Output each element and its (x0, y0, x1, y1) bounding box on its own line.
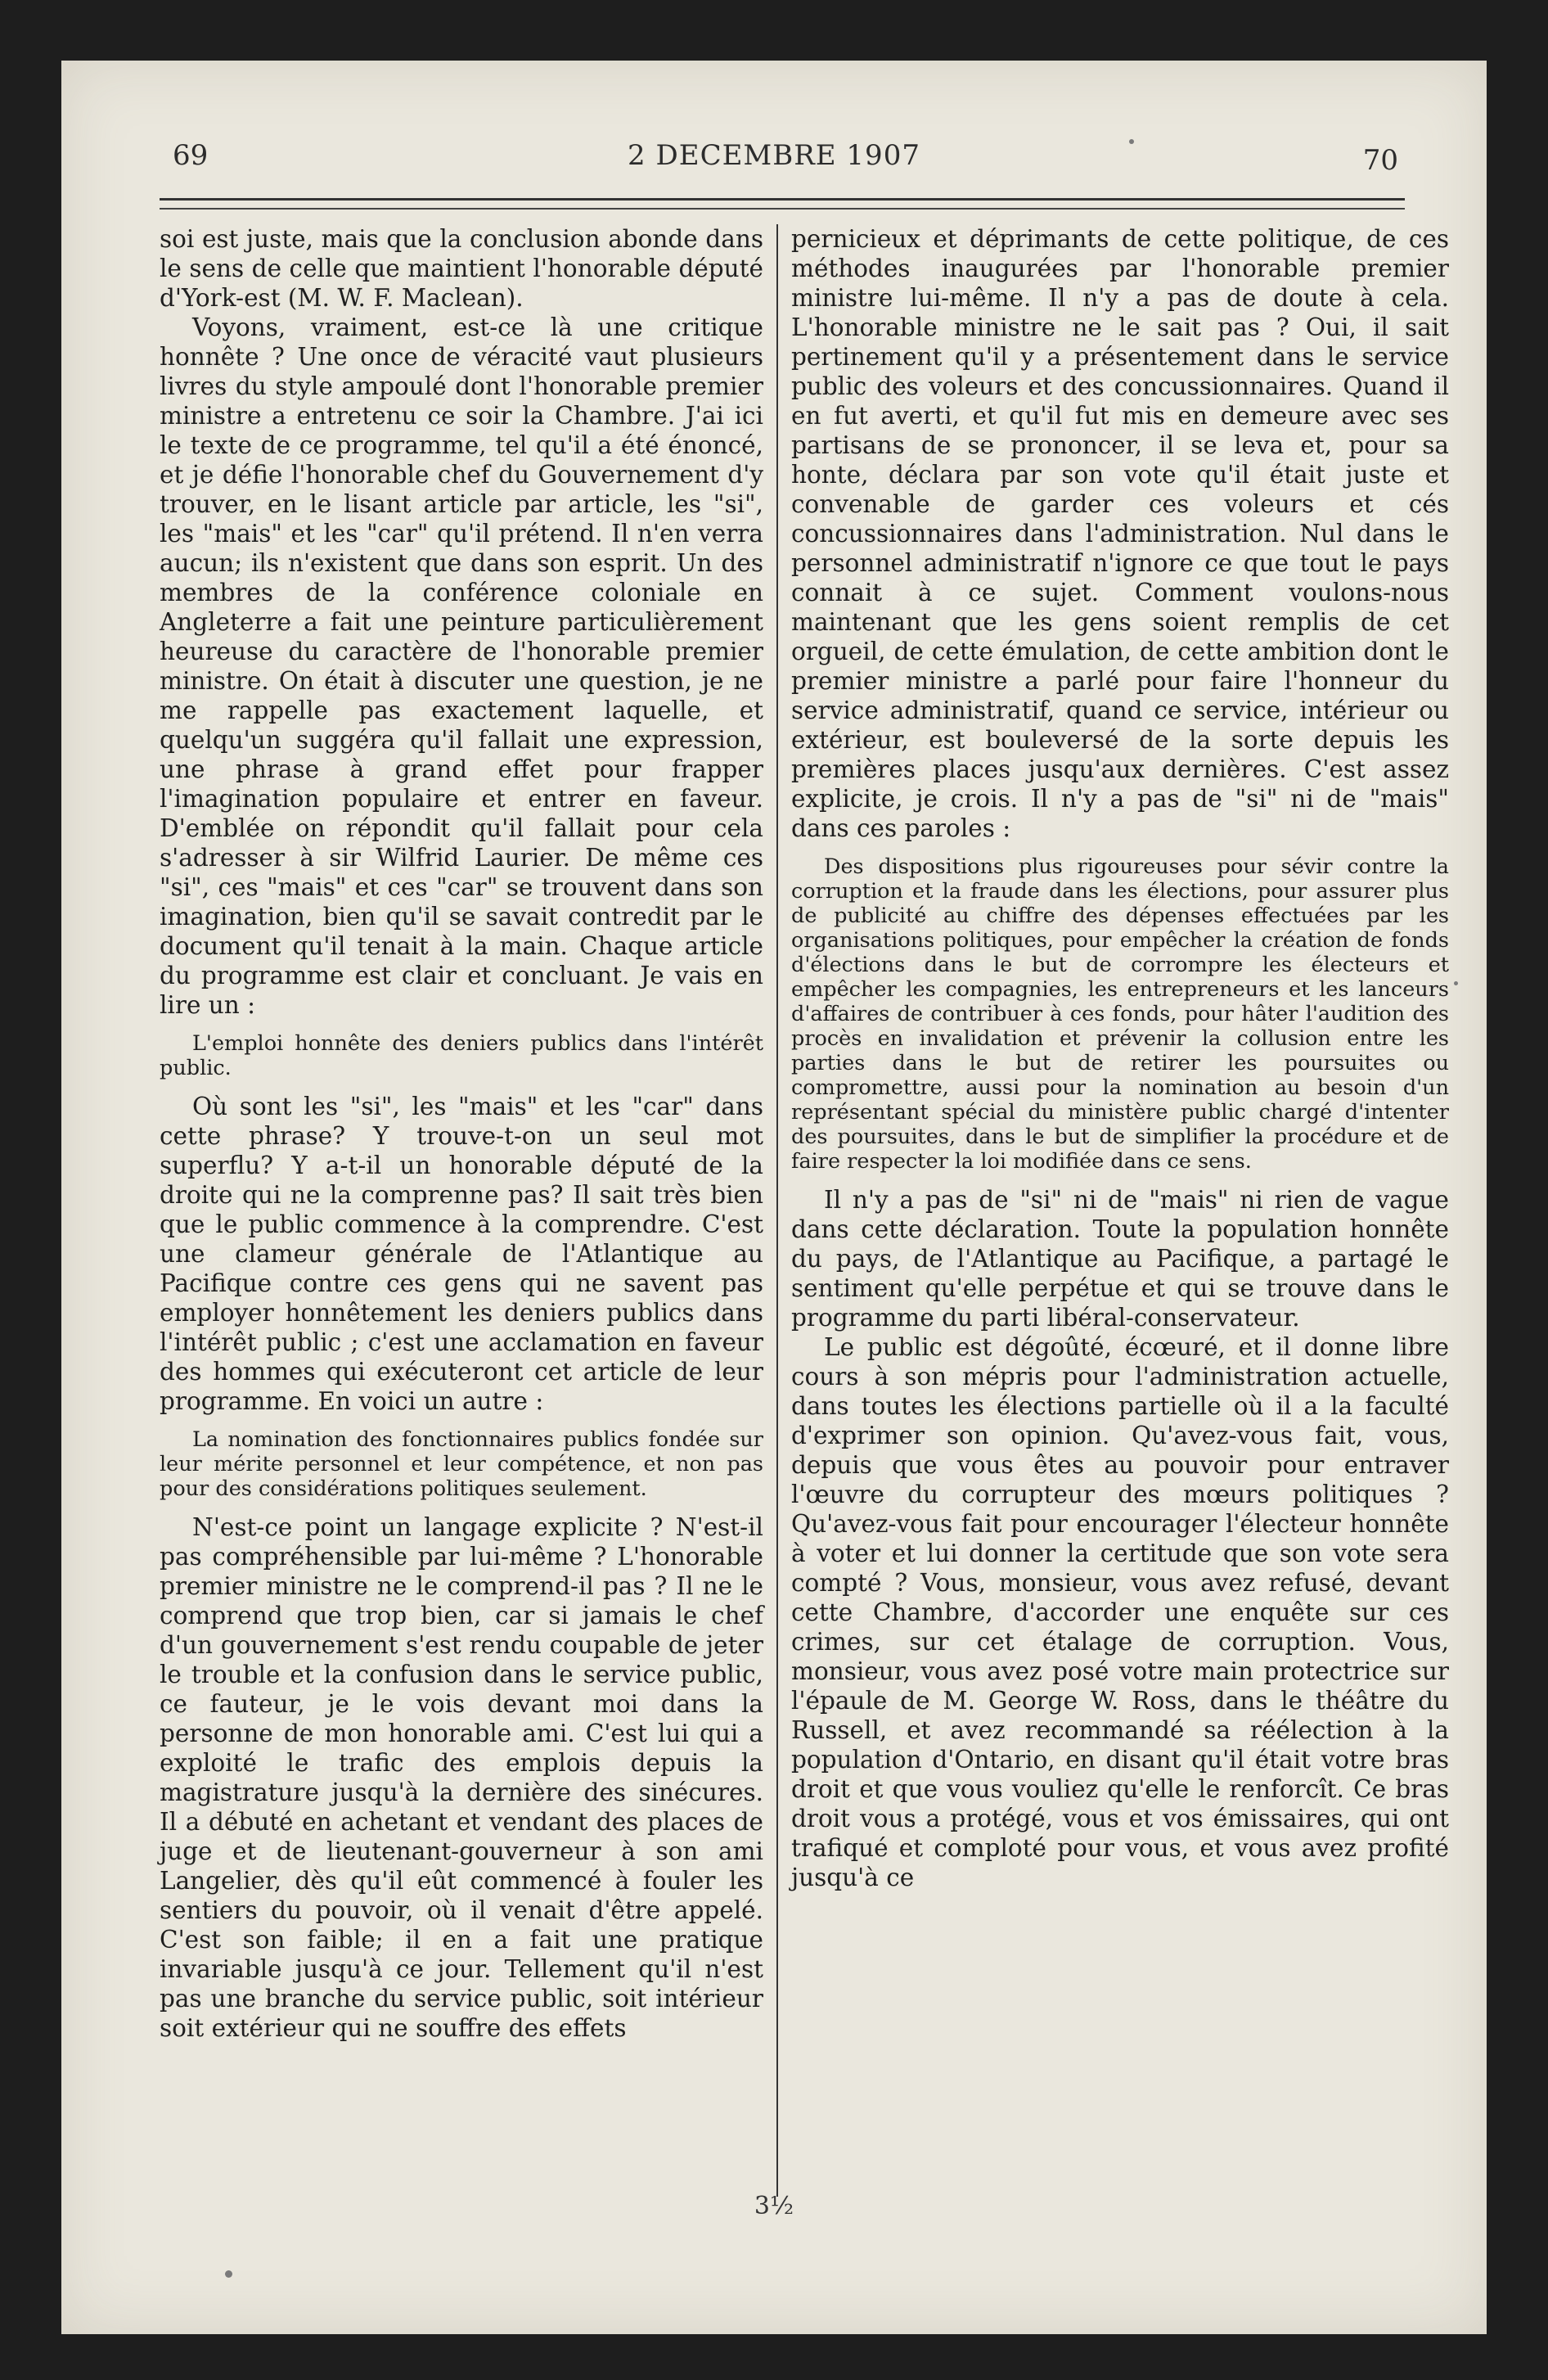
signature-mark: 3½ (754, 2192, 794, 2220)
left-paragraph-2: Voyons, vraiment, est-ce là une critique honnête ? Une once de véracité vaut plusieurs livres du style ampoulé dont l'honorable premier ministre a entretenu ce soir la Chambre. J'ai ici le texte de ce programme, tel qu'il a été énoncé, et je défie l'honorable chef du Gouvernement d'y trouver, en le lisant article par article, les "si", les "mais" et les "car" qu'il prétend. Il n'en verra aucun; ils n'existent que dans son esprit. Un des membres de la conférence coloniale en Angleterre a fait une peinture particulièrement heureuse du caractère de l'honorable premier ministre. On était à discuter une question, je ne me rappelle pas exactement laquelle, et quelqu'un suggéra qu'il fallait une expression, une phrase à grand effet pour frapper l'imagination populaire et entrer en faveur. D'emblée on répondit qu'il fallait pour cela s'adresser à sir Wilfrid Laurier. De même ces "si", ces "mais" et ces "car" se trouvent dans son imagination, bien qu'il se savait contredit par le document qu'il tenait à la main. Chaque article du programme est clair et concluant. Je vais en lire un : (160, 313, 763, 1019)
right-quote-1: Des dispositions plus rigoureuses pour sévir contre la corruption et la fraude dans les élections, pour assurer plus de publicité au chiffre des dépenses effectuées par les organisations politiques, pour empêcher la création de fonds d'élections dans le but de corrompre les électeurs et empêcher les compagnies, les entrepreneurs et les lanceurs d'affaires de contribuer à ces fonds, pour hâter l'audition des procès en invalidation et prévenir la collusion entre les parties dans le but de retirer les poursuites ou compromettre, aussi pour la nomination au besoin d'un représentant spécial du ministère public chargé d'intenter des poursuites, dans le but de simplifier la procédure et de faire respecter la loi modifiée dans ce sens. (791, 854, 1449, 1174)
right-column (791, 224, 1449, 1892)
running-header (61, 139, 1487, 188)
right-paragraph-3: Le public est dégoûté, écœuré, et il donne libre cours à son mépris pour l'administration actuelle, dans toutes les élections partielle où il a la faculté d'exprimer son opinion. Qu'avez-vous fait, vous, depuis que vous êtes au pouvoir pour entraver l'œuvre du corrupteur des mœurs politiques ? Qu'avez-vous fait pour encourager l'électeur honnête à voter et lui donner la certitude que son vote sera compté ? Vous, monsieur, vous avez refusé, devant cette Chambre, d'accorder une enquête sur ces crimes, sur cet étalage de corruption. Vous, monsieur, vous avez posé votre main protectrice sur l'épaule de M. George W. Ross, dans le théâtre du Russell, et avez recommandé sa réélection à la population d'Ontario, en disant qu'il était votre bras droit et que vous vouliez qu'elle le renforcît. Ce bras droit vous a protégé, vous et vos émissaires, qui ont trafiqué et comploté pour vous, et vous avez profité jusqu'à ce (791, 1333, 1449, 1891)
left-quote-2: La nomination des fonctionnaires publics fondée sur leur mérite personnel et leur compétence, et non pas pour des considérations politiques seulement. (160, 1427, 763, 1501)
right-paragraph-1: pernicieux et déprimants de cette politique, de ces méthodes inaugurées par l'honorable premier ministre lui-même. Il n'y a pas de doute à cela. L'honorable ministre ne le sait pas ? Oui, il sait pertinement qu'il y a présentement dans le service public des voleurs et des concussionnaires. Quand il en fut averti, et qu'il fut mis en demeure avec ses partisans de se prononcer, il se leva et, pour sa honte, déclara par son vote qu'il était juste et convenable de garder ces voleurs et cés concussionnaires dans l'administration. Nul dans le personnel administratif n'ignore ce que tout le pays connait à ce sujet. Comment voulons-nous maintenant que les gens soient remplis de cet orgueil, de cette émulation, de cette ambition dont le premier ministre a parlé pour faire l'honneur du service administratif, quand ce service, intérieur ou extérieur, est bouleversé de la sorte depuis les premières places jusqu'aux dernières. C'est assez explicite, je crois. Il n'y a pas de "si" ni de "mais" dans ces paroles : (791, 225, 1449, 842)
right-paragraph-2: Il n'y a pas de "si" ni de "mais" ni rien de vague dans cette déclaration. Toute la population honnête du pays, de l'Atlantique au Pacifique, a partagé le sentiment qu'elle perpétue et qui se trouve dans le programme du parti libéral-conservateur. (791, 1186, 1449, 1332)
header-rule-thin (160, 208, 1405, 210)
scan-speck (1129, 139, 1134, 144)
header-date: 2 DECEMBRE 1907 (628, 139, 920, 172)
left-paragraph-3: Où sont les "si", les "mais" et les "car" dans cette phrase? Y trouve-t-on un seul mot superflu? Y a-t-il un honorable député de la droite qui ne la comprenne pas? Il sait très bien que le public commence à la comprendre. C'est une clameur générale de l'Atlantique au Pacifique contre ces gens qui ne savent pas employer honnêtement les deniers publics dans l'intérêt public ; c'est une acclamation en faveur des hommes qui exécuteront cet article de leur programme. En voici un autre : (160, 1093, 763, 1415)
left-paragraph-4: N'est-ce point un langage explicite ? N'est-il pas compréhensible par lui-même ? L'honorable premier ministre ne le comprend-il pas ? Il ne le comprend que trop bien, car si jamais le chef d'un gouvernement s'est rendu coupable de jeter le trouble et la confusion dans le service public, ce fauteur, je le vois devant moi dans la personne de mon honorable ami. C'est lui qui a exploité le trafic des emplois depuis la magistrature jusqu'à la dernière des sinécures. Il a débuté en achetant et vendant des places de juge et de lieutenant-gouverneur à son ami Langelier, dès qu'il eût commencé à fouler les sentiers du pouvoir, où il venait d'être appelé. C'est son faible; il en a fait une pratique invariable jusqu'à ce jour. Tellement qu'il n'est pas une branche du service public, soit intérieur soit extérieur qui ne souffre des effets (160, 1513, 763, 2042)
scanned-page (61, 61, 1487, 2334)
scan-speck (1454, 981, 1458, 985)
left-page-number: 69 (173, 139, 209, 172)
right-page-number: 70 (1362, 144, 1398, 177)
column-divider (776, 224, 778, 2197)
left-quote-1: L'emploi honnête des deniers publics dans l'intérêt public. (160, 1031, 763, 1080)
header-rule-thick (160, 198, 1405, 201)
left-paragraph-1: soi est juste, mais que la conclusion abonde dans le sens de celle que maintient l'honorable député d'York-est (M. W. F. Maclean). (160, 225, 763, 312)
left-column (160, 224, 763, 2043)
scan-speck (225, 2270, 232, 2278)
